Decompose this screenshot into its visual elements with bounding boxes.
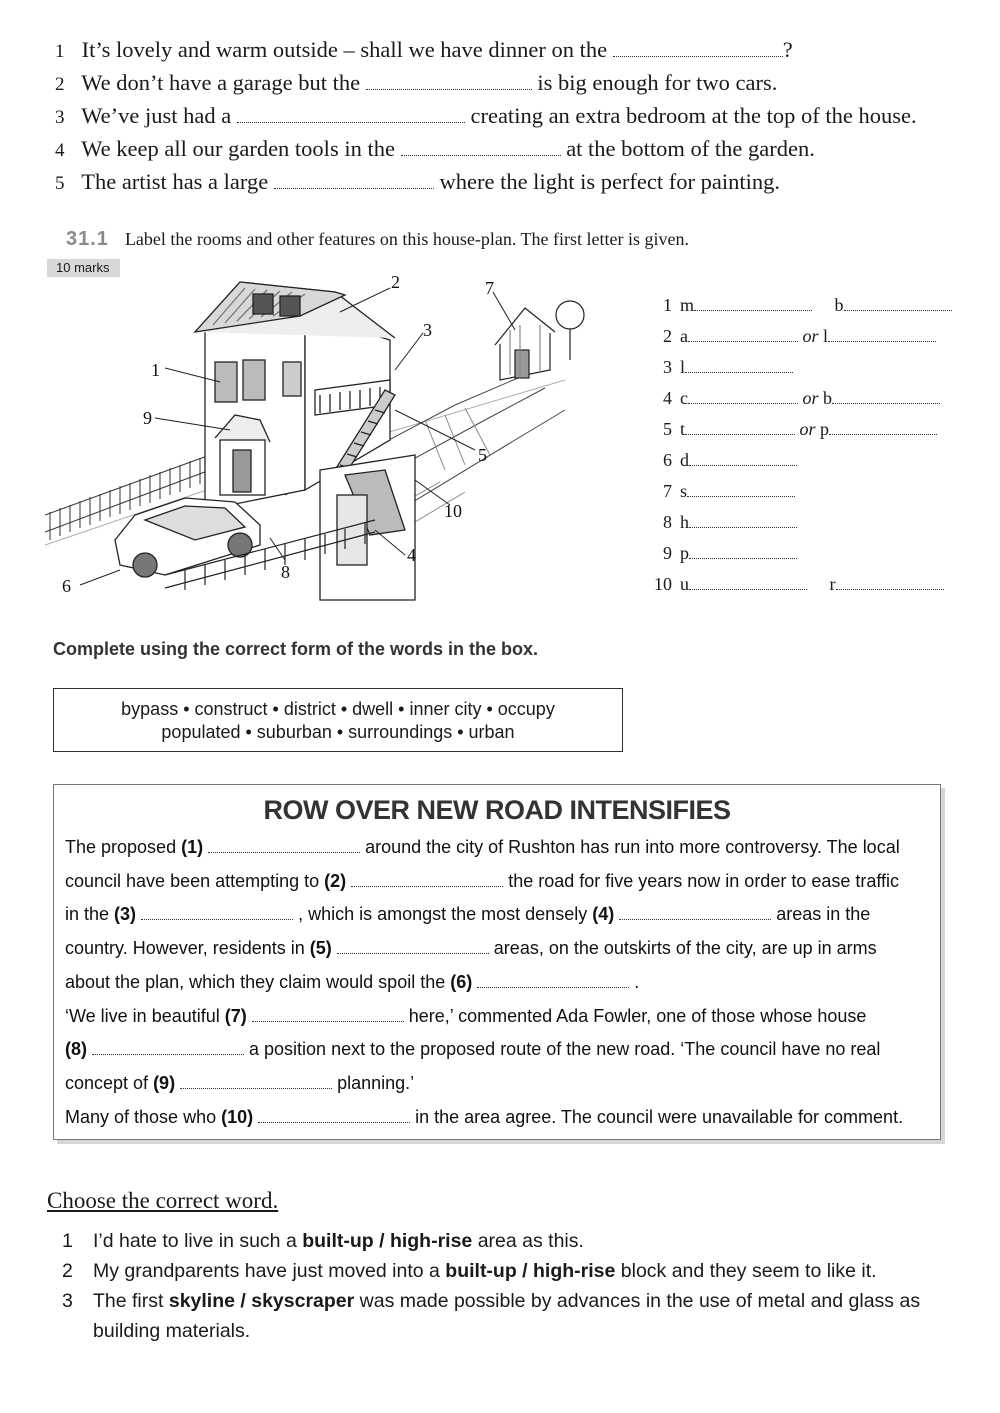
gap-number: (4) — [592, 904, 615, 925]
article-text: around the city of Rushton has run into more controversy. The local — [360, 837, 900, 857]
sentence-text: creating an extra bedroom at the top of the house. — [470, 103, 917, 128]
sentence-number: 4 — [55, 140, 65, 161]
label-number: 4 — [663, 388, 672, 409]
article-text: Many of those who — [65, 1106, 222, 1127]
or-word: or — [795, 419, 821, 440]
label-row — [640, 542, 960, 573]
label-row — [640, 449, 960, 480]
picture-number: 7 — [485, 278, 494, 298]
question-text — [93, 1226, 584, 1256]
label-number: 6 — [663, 450, 672, 471]
label-answers — [640, 294, 960, 604]
answer-gap[interactable] — [141, 906, 293, 921]
sentence-number: 5 — [55, 173, 65, 194]
answer-gap[interactable] — [689, 573, 807, 590]
article-text: a position next to the proposed route of the new road. ‘The council have no real — [244, 1039, 881, 1060]
article-body — [65, 831, 935, 1134]
question-number: 2 — [62, 1260, 73, 1282]
label-number: 1 — [663, 295, 672, 316]
label-row — [640, 387, 960, 418]
article-text: in the area agree. The council were unavailable for comment. — [410, 1106, 904, 1127]
gap-number: (7) — [224, 1005, 247, 1026]
or-word: or — [798, 388, 824, 409]
first-letter: u — [680, 574, 689, 595]
sentence-text: We don’t have a garage but the — [81, 70, 361, 95]
exercise-instruction: Label the rooms and other features on this house-plan. The first letter is given. — [124, 229, 689, 249]
article-box — [53, 784, 941, 1140]
answer-gap[interactable] — [836, 573, 944, 590]
label-number: 3 — [663, 357, 672, 378]
label-row — [640, 294, 960, 325]
answer-gap[interactable] — [689, 542, 797, 559]
picture-number: 8 — [281, 562, 290, 582]
sentence-text: is big enough for two cars. — [537, 70, 778, 95]
article-text: areas, on the outskirts of the city, are up in arms — [488, 938, 877, 959]
answer-gap[interactable] — [337, 940, 489, 955]
article-text: about the plan, which they claim would spoil the — [65, 971, 451, 992]
answer-gap[interactable] — [208, 839, 360, 854]
question-segment: area as this. — [472, 1230, 584, 1252]
article-line — [65, 1067, 935, 1101]
sentence-3 — [55, 100, 975, 133]
article-line — [65, 932, 935, 966]
answer-gap[interactable] — [401, 135, 561, 156]
label-row — [640, 480, 960, 511]
picture-number: 9 — [143, 408, 152, 428]
answer-gap[interactable] — [351, 872, 503, 887]
question-number: 3 — [62, 1290, 73, 1312]
answer-gap[interactable] — [687, 480, 795, 497]
answer-gap[interactable] — [237, 102, 465, 123]
answer-gap[interactable] — [252, 1007, 404, 1022]
first-letter: t — [680, 419, 686, 440]
article-text: . — [629, 971, 640, 992]
gap-number: (2) — [324, 870, 347, 891]
exercise-heading: Choose the correct word. — [47, 1188, 279, 1213]
picture-number: 1 — [151, 360, 160, 380]
gap-number: (6) — [450, 971, 473, 992]
sentence-number: 1 — [55, 41, 65, 62]
first-letter: l — [823, 326, 829, 347]
sentence-number: 3 — [55, 107, 65, 128]
first-letter: h — [680, 512, 689, 533]
article-text: the road for five years now in order to ease traffic — [503, 870, 900, 891]
shed — [495, 301, 584, 380]
article-line — [65, 898, 935, 932]
article-line — [65, 831, 935, 865]
sentence-text: It’s lovely and warm outside – shall we have dinner on the — [81, 37, 608, 62]
marks-badge: 10 marks — [47, 259, 120, 277]
answer-gap[interactable] — [92, 1041, 244, 1056]
choice-questions — [62, 1226, 962, 1346]
label-row — [640, 511, 960, 542]
sentence-5 — [55, 166, 975, 199]
sentence-2 — [55, 67, 975, 100]
article-text: , which is amongst the most densely — [293, 904, 593, 925]
label-number: 7 — [663, 481, 672, 502]
answer-gap[interactable] — [685, 418, 795, 435]
exercise-instruction: Complete using the correct form of the words in the box. — [53, 639, 539, 659]
article-text: ‘We live in beautiful — [65, 1005, 225, 1026]
gap-number: (10) — [221, 1106, 254, 1127]
answer-gap[interactable] — [828, 325, 936, 342]
answer-gap[interactable] — [688, 325, 798, 342]
sentence-text: ? — [782, 37, 793, 62]
word-choice[interactable]: built-up / high-rise — [302, 1230, 473, 1252]
article-text: areas in the — [771, 904, 871, 925]
answer-gap[interactable] — [832, 387, 940, 404]
first-letter: p — [680, 543, 689, 564]
sentence-text: The artist has a large — [81, 169, 269, 194]
answer-gap[interactable] — [689, 511, 797, 528]
label-number: 2 — [663, 326, 672, 347]
label-number: 5 — [663, 419, 672, 440]
picture-number: 5 — [478, 445, 487, 465]
word-box — [53, 688, 623, 752]
question-segment: My grandparents have just moved into a — [93, 1260, 446, 1282]
answer-gap[interactable] — [829, 418, 937, 435]
answer-gap[interactable] — [613, 36, 783, 57]
picture-number: 10 — [444, 501, 462, 521]
answer-gap[interactable] — [689, 449, 797, 466]
article-line — [65, 1000, 935, 1034]
or-word: or — [798, 326, 824, 347]
question-number: 1 — [62, 1230, 73, 1252]
article-text: concept of — [65, 1072, 154, 1093]
gap-number: (8) — [65, 1039, 87, 1060]
label-row — [640, 325, 960, 356]
picture-number: 2 — [391, 272, 400, 292]
article-text: council have been attempting to — [65, 870, 325, 891]
question-text — [93, 1286, 962, 1346]
first-letter: b — [823, 388, 833, 409]
answer-gap[interactable] — [274, 168, 434, 189]
gap-fill-sentences — [55, 34, 975, 199]
article-text: country. However, residents in — [65, 938, 310, 959]
exercise-code: 31.1 — [66, 228, 109, 250]
first-letter: c — [680, 388, 688, 409]
article-text: here,’ commented Ada Fowler, one of those whose house — [403, 1005, 867, 1026]
first-letter: m — [680, 295, 695, 316]
choice-question — [62, 1286, 962, 1346]
gap-number: (5) — [309, 938, 332, 959]
answer-gap[interactable] — [685, 356, 793, 373]
first-letter: b — [834, 295, 844, 316]
question-segment: was made possible by advances in the use of metal and glass as building materials. — [93, 1290, 921, 1342]
word-choice[interactable]: skyline / skyscraper — [168, 1290, 355, 1312]
question-segment: The first — [93, 1290, 169, 1312]
first-letter: a — [680, 326, 688, 347]
choice-question — [62, 1256, 962, 1286]
gap-number: (1) — [181, 837, 204, 857]
picture-number: 3 — [423, 320, 432, 340]
answer-gap[interactable] — [180, 1074, 332, 1089]
word-box-line: populated • suburban • surroundings • urban — [161, 722, 515, 742]
answer-gap[interactable] — [619, 906, 771, 921]
first-letter: r — [829, 574, 836, 595]
exercise-heading — [66, 228, 689, 251]
question-segment: block and they seem to like it. — [615, 1260, 877, 1282]
answer-gap[interactable] — [844, 294, 952, 311]
word-choice[interactable]: built-up / high-rise — [445, 1260, 616, 1282]
first-letter: d — [680, 450, 689, 471]
question-segment: I’d hate to live in such a — [93, 1230, 303, 1252]
car — [115, 498, 260, 577]
sentence-text: We’ve just had a — [81, 103, 232, 128]
label-row — [640, 573, 960, 604]
sentence-4 — [55, 133, 975, 166]
first-letter: p — [820, 419, 830, 440]
sentence-text: at the bottom of the garden. — [566, 136, 815, 161]
answer-gap[interactable] — [477, 973, 629, 988]
first-letter: l — [680, 357, 686, 378]
answer-gap[interactable] — [258, 1108, 410, 1123]
picture-number: 4 — [407, 545, 416, 565]
article-line — [65, 966, 935, 1000]
label-number: 8 — [663, 512, 672, 533]
answer-gap[interactable] — [694, 294, 812, 311]
gap-number: (9) — [153, 1072, 176, 1093]
answer-gap[interactable] — [688, 387, 798, 404]
article-text: in the — [65, 904, 115, 925]
label-row — [640, 356, 960, 387]
answer-gap[interactable] — [366, 69, 532, 90]
article-text: The proposed — [65, 837, 182, 857]
sentence-text: where the light is perfect for painting. — [439, 169, 780, 194]
sentence-text: We keep all our garden tools in the — [81, 136, 395, 161]
gap-number: (3) — [114, 904, 137, 925]
article-headline: ROW OVER NEW ROAD INTENSIFIES — [263, 795, 731, 825]
word-box-line: bypass • construct • district • dwell • inner city • occupy — [121, 699, 555, 719]
first-letter: s — [680, 481, 688, 502]
choice-question — [62, 1226, 962, 1256]
label-number: 10 — [654, 574, 672, 595]
article-line — [65, 1101, 935, 1135]
label-row — [640, 418, 960, 449]
label-number: 9 — [663, 543, 672, 564]
question-text — [93, 1256, 877, 1286]
picture-number: 6 — [62, 576, 71, 596]
article-line — [65, 1033, 935, 1067]
article-line — [65, 865, 935, 899]
house-plan-illustration — [45, 270, 625, 610]
sentence-number: 2 — [55, 74, 65, 95]
sentence-1 — [55, 34, 975, 67]
article-text: planning.’ — [332, 1072, 415, 1093]
